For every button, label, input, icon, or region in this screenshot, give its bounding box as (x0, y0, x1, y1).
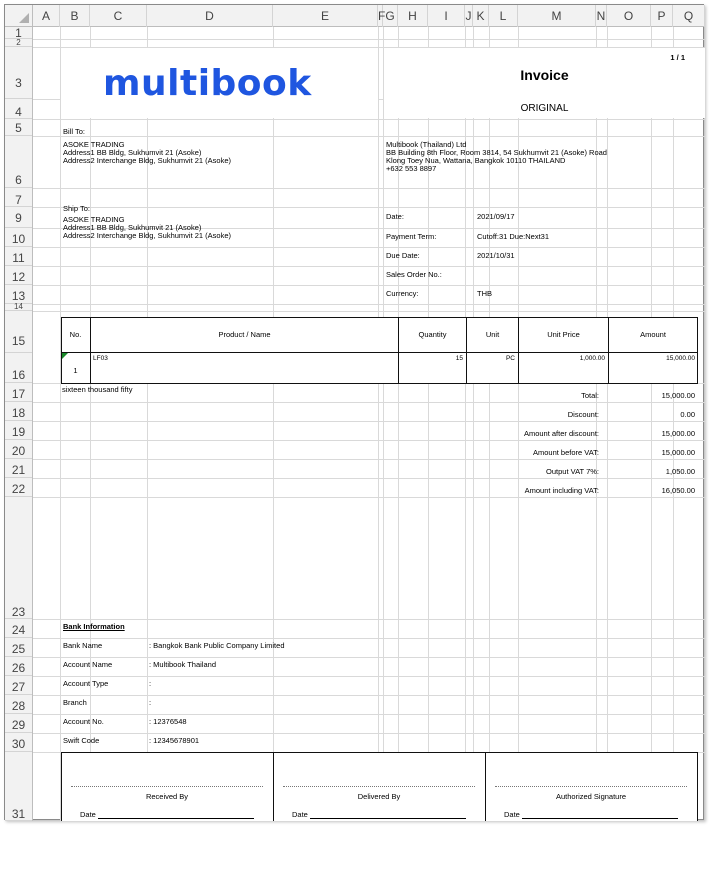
total-label: Total: (581, 391, 599, 400)
received-date-label: Date (80, 810, 96, 819)
currency-label: Currency: (386, 289, 419, 298)
invoice-title: Invoice (520, 67, 569, 83)
account-name-value: : Multibook Thailand (149, 660, 216, 669)
col-quantity-header: Quantity (418, 330, 447, 339)
ship-to-name: ASOKE TRADING (63, 215, 125, 224)
col-product-header: Product / Name (218, 330, 271, 339)
row-header[interactable]: 3 (5, 47, 32, 99)
output-vat-value: 1,050.00 (665, 467, 695, 476)
amount-before-vat-value: 15,000.00 (661, 448, 695, 457)
row-header[interactable]: 14 (5, 304, 32, 311)
row-header[interactable]: 11 (5, 247, 32, 266)
row-header[interactable]: 25 (5, 638, 32, 657)
col-no-header: No. (69, 330, 82, 339)
col-unit-header: Unit (485, 330, 500, 339)
row-header[interactable]: 5 (5, 119, 32, 136)
total-value: 15,000.00 (661, 391, 695, 400)
row-header[interactable]: 15 (5, 311, 32, 353)
column-header-bar (5, 5, 705, 27)
row-header[interactable]: 13 (5, 285, 32, 304)
account-name-label: Account Name (63, 660, 113, 669)
amount-before-vat-label: Amount before VAT: (532, 448, 599, 457)
column-header[interactable]: K (473, 5, 489, 27)
row-unit-price: 1,000.00 (579, 355, 605, 362)
bill-to-label: Bill To: (63, 127, 85, 136)
row-header[interactable]: 2 (5, 39, 32, 47)
output-vat-label: Output VAT 7%: (546, 467, 599, 476)
discount-label: Discount: (567, 410, 599, 419)
swift-code-value: : 12345678901 (149, 736, 200, 745)
amount-including-vat-value: 16,050.00 (661, 486, 695, 495)
seller-address-line2: Klong Toey Nua, Wattana, Bangkok 10110 THAILAND (386, 156, 566, 165)
authorized-date-label: Date (504, 810, 520, 819)
spreadsheet-window (4, 4, 704, 820)
row-header[interactable]: 7 (5, 188, 32, 207)
column-header[interactable]: H (398, 5, 428, 27)
amount-including-vat-label: Amount including VAT: (524, 486, 599, 495)
row-header[interactable]: 9 (5, 207, 32, 228)
row-header[interactable]: 4 (5, 99, 32, 119)
authorized-signature-label: Authorized Signature (555, 792, 627, 801)
due-date-value: 2021/10/31 (477, 251, 515, 260)
row-header-bar (5, 27, 33, 821)
column-header[interactable]: J (465, 5, 473, 27)
amount-after-discount-label: Amount after discount: (523, 429, 599, 438)
account-no-value: : 12376548 (149, 717, 187, 726)
date-value: 2021/09/17 (477, 212, 515, 221)
row-header[interactable]: 22 (5, 478, 32, 497)
row-header[interactable]: 10 (5, 228, 32, 247)
column-header[interactable]: A (33, 5, 60, 27)
row-header[interactable]: 23 (5, 497, 32, 619)
column-header[interactable]: G (383, 5, 398, 27)
branch-label: Branch (63, 698, 87, 707)
column-header[interactable]: O (607, 5, 651, 27)
branch-value: : (149, 698, 152, 707)
payment-term-value: Cutoff:31 Due:Next31 (477, 232, 549, 241)
row-header[interactable]: 12 (5, 266, 32, 285)
row-header[interactable]: 26 (5, 657, 32, 676)
column-header[interactable]: B (60, 5, 90, 27)
row-header[interactable]: 1 (5, 27, 32, 39)
received-by-label: Received By (145, 792, 189, 801)
row-header[interactable]: 19 (5, 421, 32, 440)
row-header[interactable]: 29 (5, 714, 32, 733)
row-header[interactable]: 27 (5, 676, 32, 695)
account-no-label: Account No. (63, 717, 104, 726)
column-header[interactable]: P (651, 5, 673, 27)
column-header[interactable]: N (596, 5, 607, 27)
row-quantity: 15 (455, 355, 463, 362)
column-header[interactable]: I (428, 5, 465, 27)
account-type-value: : (149, 679, 152, 688)
column-header[interactable]: D (147, 5, 273, 27)
discount-value: 0.00 (680, 410, 695, 419)
account-type-label: Account Type (63, 679, 109, 688)
cell-error-marker-icon (62, 353, 68, 359)
seller-phone: +632 553 8897 (386, 164, 437, 173)
row-header[interactable]: 18 (5, 402, 32, 421)
ship-to-address1: Address1 BB Bldg, Sukhumvit 21 (Asoke) (63, 223, 202, 232)
row-header[interactable]: 16 (5, 353, 32, 383)
delivered-by-label: Delivered By (357, 792, 401, 801)
bill-to-address1: Address1 BB Bldg, Sukhumvit 21 (Asoke) (63, 148, 202, 157)
sales-order-label: Sales Order No.: (386, 270, 442, 279)
column-header[interactable]: E (273, 5, 378, 27)
select-all-corner[interactable] (5, 5, 33, 27)
payment-term-label: Payment Term: (386, 232, 437, 241)
bank-name-value: : Bangkok Bank Public Company Limited (149, 641, 285, 650)
bill-to-address2: Address2 Interchange Bldg, Sukhumvit 21 (Asoke) (63, 156, 232, 165)
amount-after-discount-value: 15,000.00 (661, 429, 695, 438)
delivered-date-label: Date (292, 810, 308, 819)
column-header[interactable]: C (90, 5, 147, 27)
column-header[interactable]: M (518, 5, 596, 27)
row-header[interactable]: 6 (5, 136, 32, 188)
original-label: ORIGINAL (520, 103, 569, 114)
column-header[interactable]: Q (673, 5, 705, 27)
column-header[interactable]: F (378, 5, 383, 27)
row-header[interactable]: 17 (5, 383, 32, 402)
swift-code-label: Swift Code (63, 736, 100, 745)
seller-name: Multibook (Thailand) Ltd (386, 140, 467, 149)
col-amount-header: Amount (640, 330, 666, 339)
row-header[interactable]: 30 (5, 733, 32, 752)
row-product: LF03 (93, 355, 108, 362)
ship-to-label: Ship To: (63, 204, 90, 213)
bank-info-title: Bank Information (63, 622, 125, 631)
amount-in-words: sixteen thousand fifty (62, 385, 133, 394)
row-header[interactable]: 20 (5, 440, 32, 459)
seller-address-line1: BB Building 8th Floor, Room 3814, 54 Sukhumvit 21 (Asoke) Road (386, 148, 607, 157)
date-label: Date: (386, 212, 404, 221)
row-amount: 15,000.00 (666, 355, 695, 362)
row-header[interactable]: 24 (5, 619, 32, 638)
row-unit: PC (505, 355, 515, 362)
page-indicator: 1 / 1 (670, 53, 685, 62)
currency-value: THB (477, 289, 492, 298)
multibook-logo: multibook (103, 63, 312, 104)
column-header[interactable]: L (489, 5, 518, 27)
row-header[interactable]: 28 (5, 695, 32, 714)
due-date-label: Due Date: (386, 251, 420, 260)
bank-name-label: Bank Name (63, 641, 103, 650)
row-header[interactable]: 31 (5, 752, 32, 821)
ship-to-address2: Address2 Interchange Bldg, Sukhumvit 21 (Asoke) (63, 231, 232, 240)
row-header[interactable]: 21 (5, 459, 32, 478)
bill-to-name: ASOKE TRADING (63, 140, 125, 149)
row-no: 1 (73, 366, 78, 375)
col-unit-price-header: Unit Price (547, 330, 580, 339)
